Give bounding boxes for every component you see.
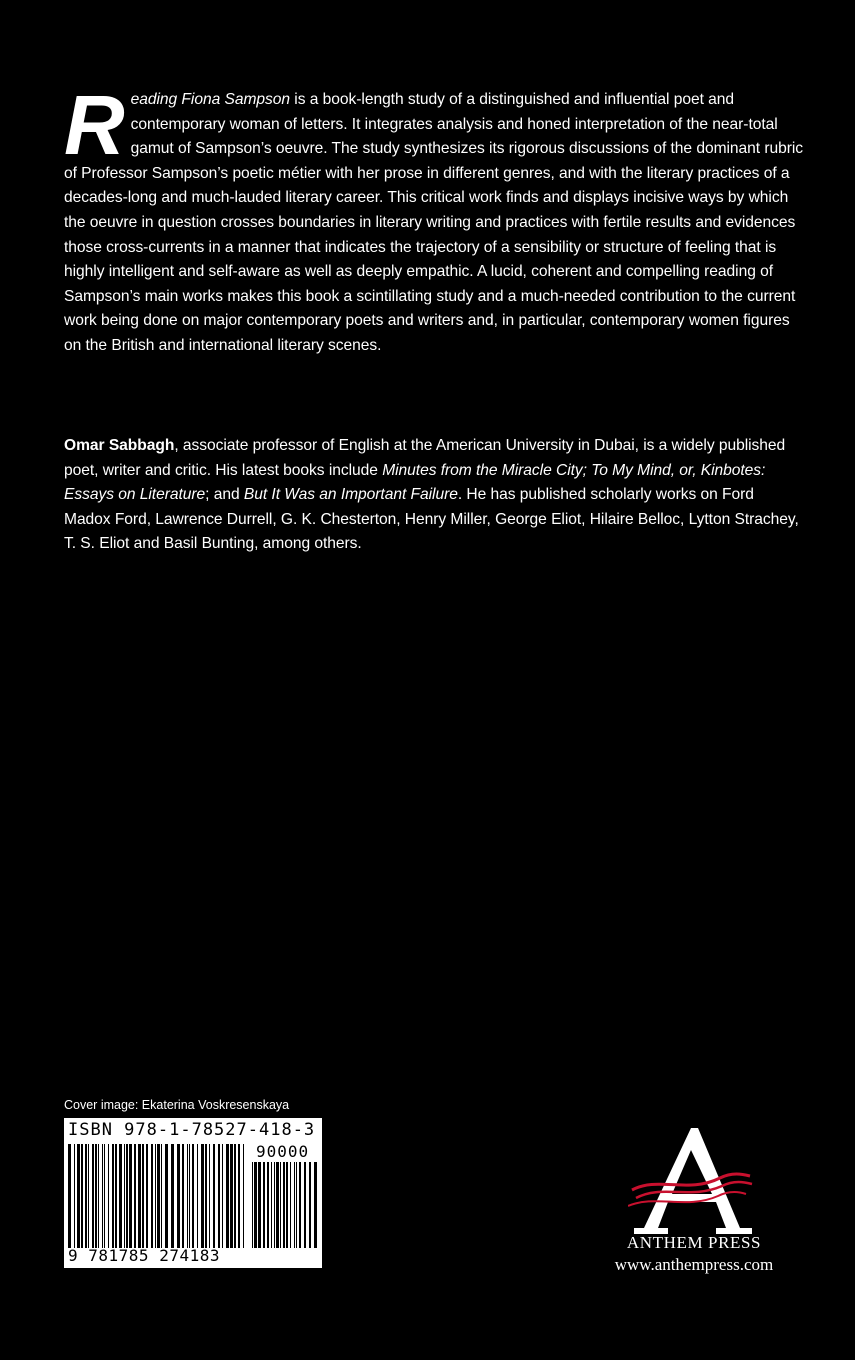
publisher-name: ANTHEM PRESS [626, 1233, 762, 1252]
cover-credit: Cover image: Ekaterina Voskresenskaya [64, 1098, 290, 1112]
barcode-bar [112, 1144, 114, 1248]
barcode-bar [68, 1144, 71, 1248]
barcode-bar [124, 1144, 125, 1248]
barcode-bar [238, 1144, 240, 1248]
barcode-bar [157, 1144, 160, 1248]
bio-book-2: But It Was an Important Failure [243, 486, 458, 504]
publisher-url[interactable]: www.anthempress.com [614, 1255, 774, 1274]
barcode-bar [314, 1162, 317, 1248]
barcode-bar [234, 1144, 236, 1248]
barcode-bar [98, 1144, 99, 1248]
bio-text-2: ; and [205, 486, 244, 504]
barcode-bar [126, 1144, 128, 1248]
barcode-bar [119, 1144, 122, 1248]
barcode-bar [230, 1144, 233, 1248]
barcode-bar [226, 1144, 229, 1248]
barcode-bar [74, 1144, 75, 1248]
dropcap-letter: R [64, 78, 125, 172]
barcode-bar [213, 1144, 215, 1248]
barcode-bar [151, 1144, 153, 1248]
barcode-bar [104, 1144, 105, 1248]
publisher-block [588, 1232, 800, 1276]
barcode-bar [189, 1144, 190, 1248]
main-barcode-bars [68, 1144, 246, 1248]
barcode-bar [108, 1144, 109, 1248]
barcode-bar [274, 1162, 275, 1248]
barcode-bar [252, 1162, 253, 1248]
barcode-bar [88, 1144, 89, 1248]
barcode-bar [304, 1162, 306, 1248]
barcode-bar [201, 1144, 204, 1248]
barcode-bar [254, 1162, 257, 1248]
barcode-bar [77, 1144, 80, 1248]
bio-book-1: Minutes from the Miracle City; To My Mind, or, Kinbotes: Essays on Literature [64, 461, 766, 504]
barcode-bar [263, 1162, 265, 1248]
barcode-digits: 9 781785 274183 [68, 1246, 220, 1265]
barcode-bar [271, 1162, 272, 1248]
barcode-bar [283, 1162, 285, 1248]
barcode-bar [182, 1144, 184, 1248]
barcode-bar [294, 1162, 295, 1248]
barcode-bar [205, 1144, 207, 1248]
barcode-bar [146, 1144, 148, 1248]
barcode-bar [171, 1144, 174, 1248]
barcode-bar [299, 1162, 301, 1248]
barcode-bar [209, 1144, 210, 1248]
barcode-bar [276, 1162, 279, 1248]
barcode-bar [165, 1144, 168, 1248]
author-name: Omar Sabbagh [64, 437, 175, 454]
blurb-text: is a book-length study of a distinguished and influential poet and contemporary woman of letters. It integrates analysis and honed interpretation of the near-total gamut of Sampson’s oeuvre. The study synthesizes its rigorous discussions of the dominant rubric of Professor Sampson’s poetic métier with her prose in different genres, and with the literary practices of a decades-long and much-lauded literary career. This critical work finds and displays incisive ways by which the oeuvre in question crosses boundaries in literary writing and practices with fertile results and evidences those cross-currents in a manner that indicates the trajectory of a sensibility or structure of feeling that is highly intelligent and self-aware as well as deeply empathic. A lucid, coherent and compelling reading of Sampson’s main works makes this book a scintillating study and a much-needed contribution to the current work being done on major contemporary poets and writers and, in particular, contemporary women figures on the British and international literary scenes. [64, 91, 804, 354]
barcode-bar [95, 1144, 97, 1248]
barcode-bar [192, 1144, 194, 1248]
bio-text-3: . He has published scholarly works on Ford Madox Ford, Lawrence Durrell, G. K. Chesterton, Henry Miller, George Eliot, Hilaire Belloc, Lytton Strachey, T. S. Eliot and Basil Bunting, among others. [64, 486, 799, 553]
barcode-bar [92, 1144, 94, 1248]
barcode-bar [177, 1144, 180, 1248]
barcode-bar [243, 1144, 244, 1248]
barcode-bar [187, 1144, 188, 1248]
barcode-bar [280, 1162, 281, 1248]
barcode-bar [155, 1144, 156, 1248]
barcode-bar [134, 1144, 136, 1248]
barcode-bar [309, 1162, 311, 1248]
addon-barcode-bars [252, 1162, 318, 1248]
book-blurb [64, 78, 804, 359]
barcode-bar [161, 1144, 162, 1248]
barcode-bar [258, 1162, 261, 1248]
author-bio [64, 434, 804, 557]
bio-text-1: , associate professor of English at the American University in Dubai, is a widely published poet, writer and critic. His latest books include [64, 437, 786, 479]
isbn-barcode [64, 1118, 322, 1268]
barcode-bar [115, 1144, 117, 1248]
barcode-bar [218, 1144, 220, 1248]
barcode-bar [129, 1144, 132, 1248]
barcode-bar [286, 1162, 288, 1248]
barcode-bar [197, 1144, 198, 1248]
barcode-bar [138, 1144, 141, 1248]
barcode-bar [102, 1144, 103, 1248]
anthem-a-logo-icon [628, 1128, 754, 1236]
barcode-bar [81, 1144, 83, 1248]
book-title: eading Fiona Sampson [130, 91, 291, 108]
barcode-bar [290, 1162, 291, 1248]
barcode-bar [85, 1144, 87, 1248]
barcode-bar [142, 1144, 144, 1248]
barcode-bar [267, 1162, 269, 1248]
isbn-text: ISBN 978-1-78527-418-3 [68, 1120, 316, 1140]
barcode-bar [222, 1144, 223, 1248]
barcode-bar [296, 1162, 297, 1248]
price-code: 90000 [256, 1142, 310, 1161]
